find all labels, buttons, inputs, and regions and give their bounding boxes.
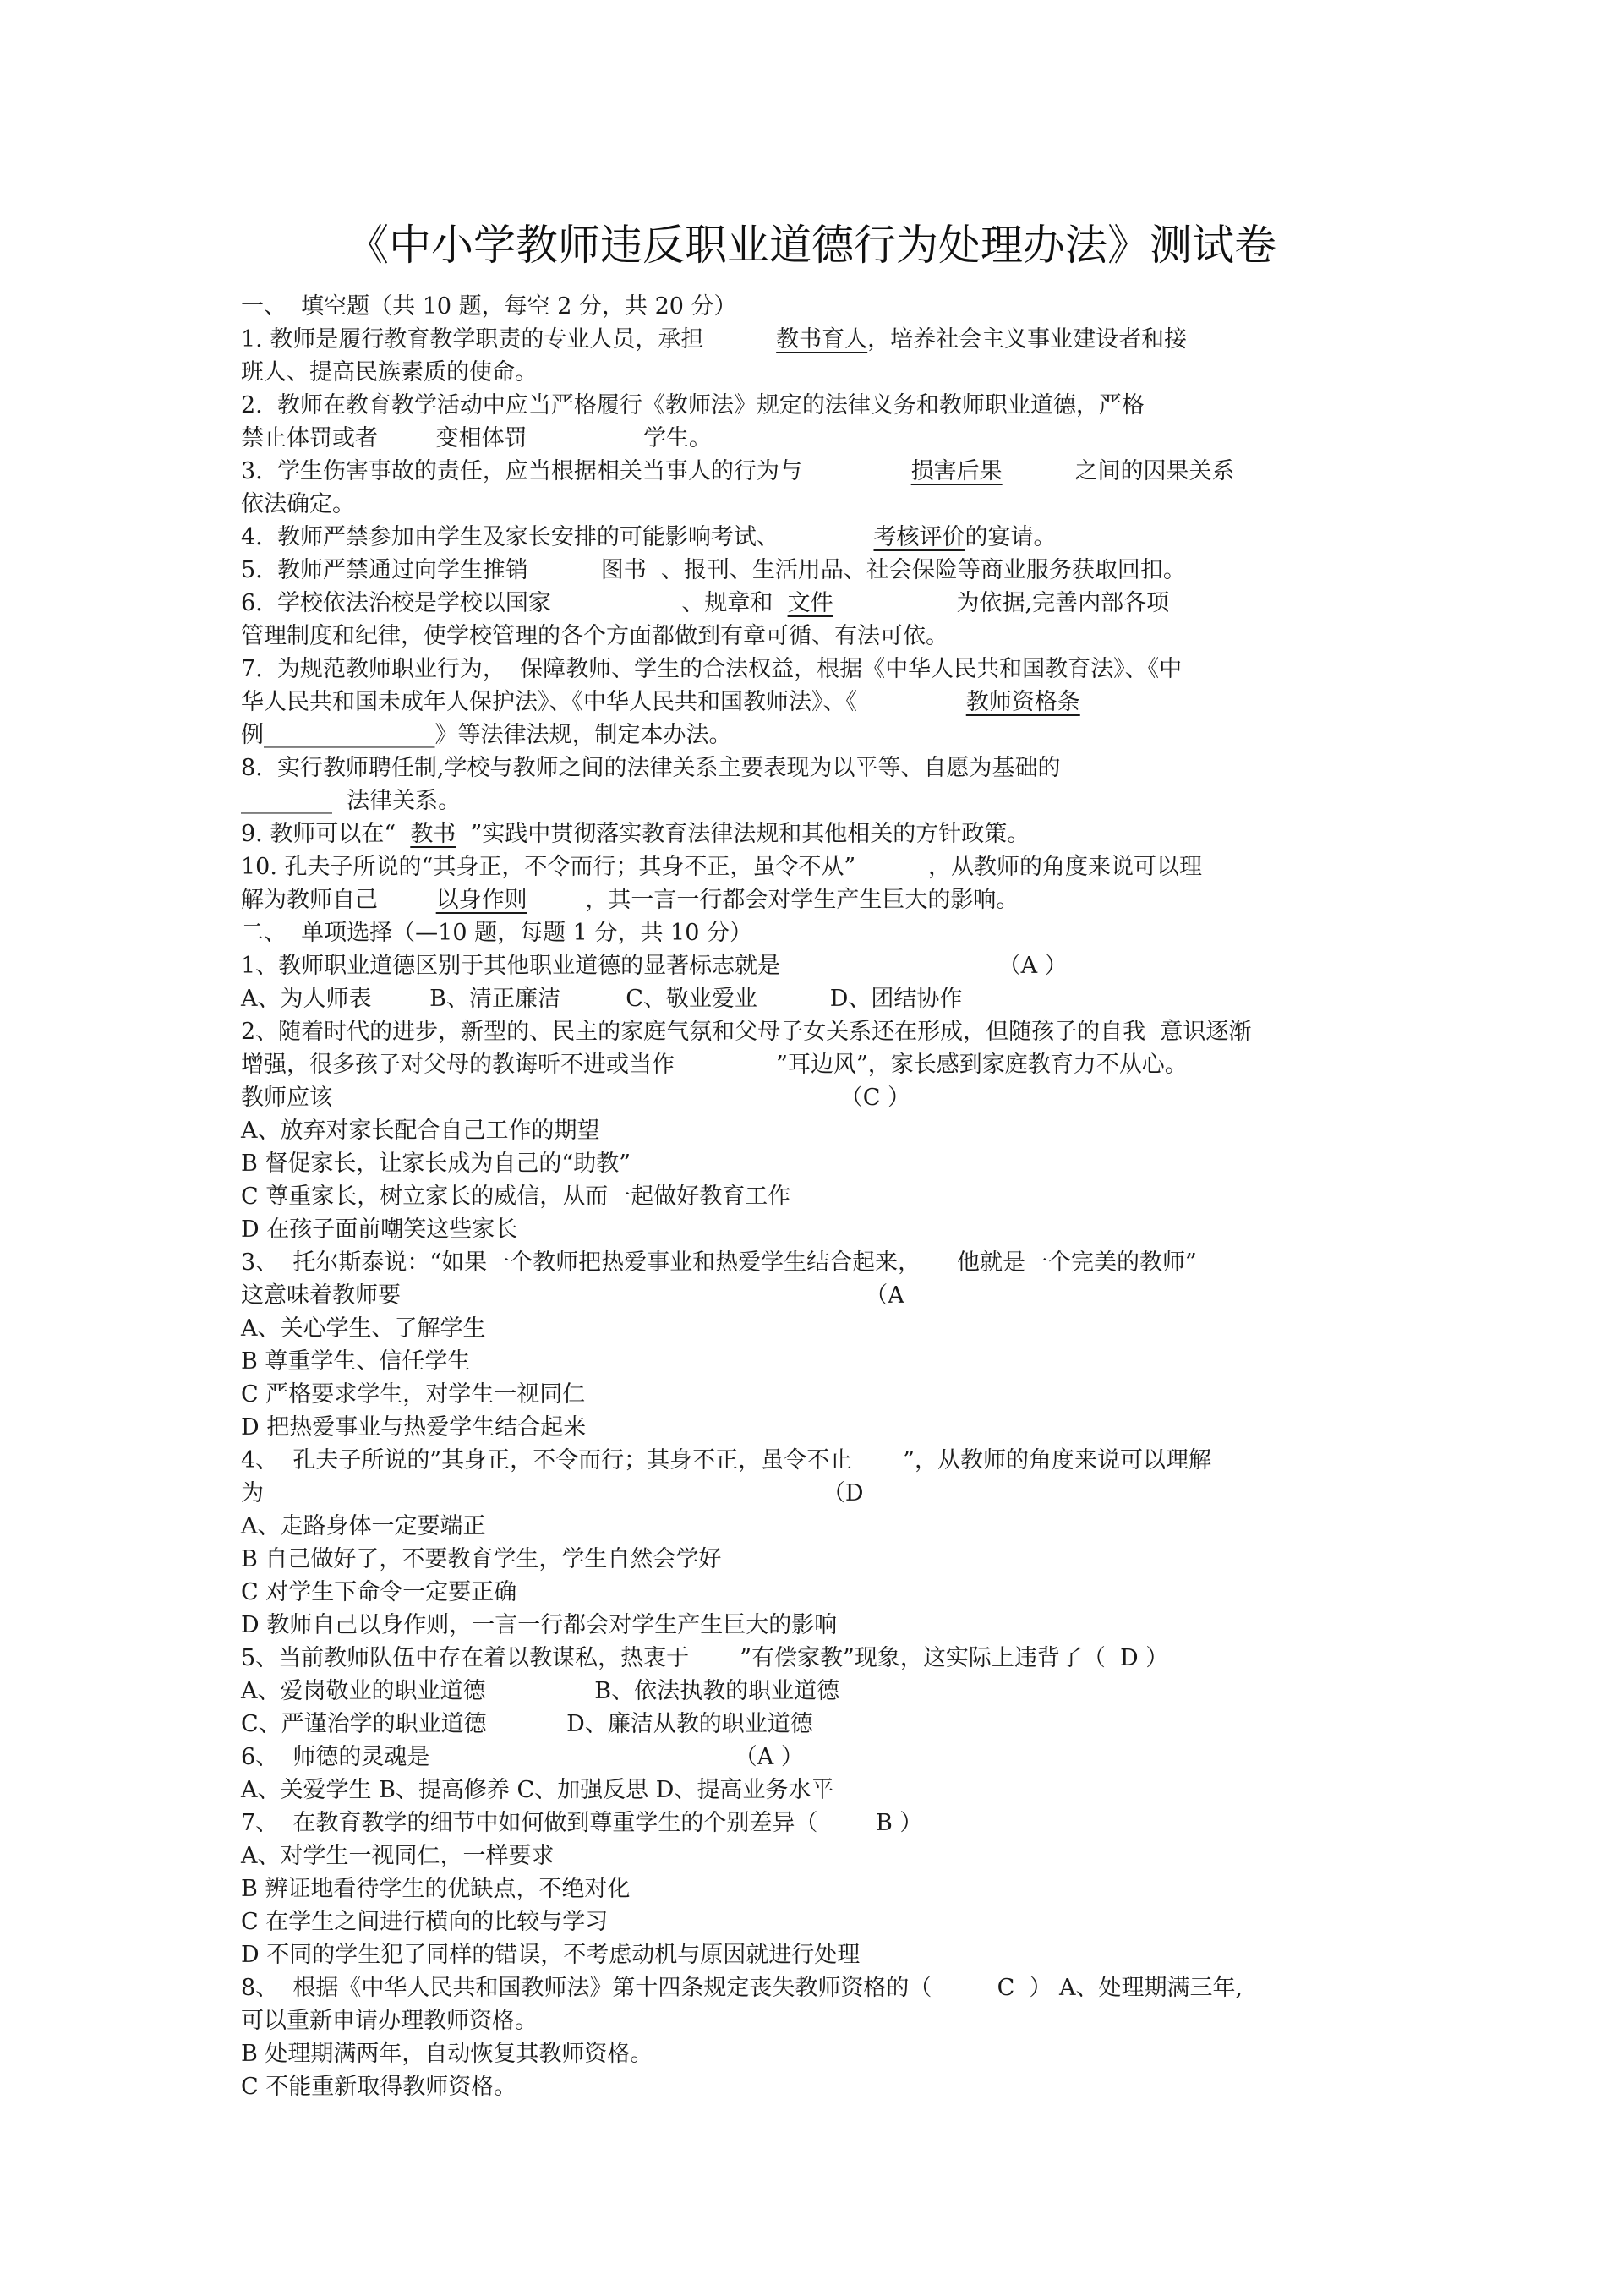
text-segment: 解为教师自己 [241, 887, 436, 913]
text-segment: 班人、提高民族素质的使命。 [241, 359, 538, 385]
text-segment: 增强，很多孩子对父母的教诲听不进或当作 ”耳边风”，家长感到家庭教育力不从心。 [241, 1052, 1188, 1078]
text-line [241, 819, 1030, 850]
text-segment: D 不同的学生犯了同样的错误，不考虑动机与原因就进行处理 [241, 1942, 861, 1968]
text-segment: 为依据,完善内部各项 [833, 590, 1170, 616]
text-segment: C、严谨治学的职业道德 D、廉洁从教的职业道德 [241, 1711, 813, 1737]
text-line [241, 1775, 833, 1806]
text-line [241, 424, 712, 454]
text-segment: C 不能重新取得教师资格。 [241, 2074, 517, 2100]
text-segment: 华人民共和国未成年人保护法》、《中华人民共和国教师法》、《 [241, 689, 966, 715]
text-segment: 8. 实行教师聘任制,学校与教师之间的法律关系主要表现为以平等、自愿为基础的 [241, 755, 1061, 781]
text-segment: B 辨证地看待学生的优缺点，不绝对化 [241, 1876, 631, 1902]
answer-underlined: 考核评价 [873, 524, 965, 550]
text-segment: 2. 教师在教育教学活动中应当严格履行《教师法》规定的法律义务和教师职业道德，严格 [241, 392, 1145, 418]
text-line [241, 1940, 860, 1971]
text-line [241, 1083, 910, 1113]
text-line [241, 720, 732, 751]
text-line [241, 951, 1068, 981]
text-segment: C 尊重家长，树立家长的威信，从而一起做好教育工作 [241, 1184, 791, 1210]
text-line [241, 1182, 790, 1212]
text-line [241, 1446, 1211, 1476]
text-line [241, 588, 1169, 619]
text-line [241, 1050, 1188, 1080]
text-line [241, 753, 1061, 784]
text-line [241, 358, 538, 388]
answer-underlined: 文件 [787, 590, 833, 616]
text-line [241, 1577, 516, 1608]
text-segment: A、走路身体一定要端正 [241, 1513, 486, 1539]
text-segment: 例_______________》等法律法规，制定本办法。 [241, 722, 732, 748]
text-segment: C 在学生之间进行横向的比较与学习 [241, 1909, 609, 1935]
text-line [241, 1512, 486, 1542]
text-segment: A、为人师表 B、清正廉洁 C、敬业爱业 D、团结协作 [241, 986, 963, 1012]
answer-underlined: 以身作则 [435, 887, 527, 913]
text-segment: 3、 托尔斯泰说：“如果一个教师把热爱事业和热爱学生结合起来， 他就是一个完美的教师” [241, 1249, 1197, 1276]
text-segment: 一、 填空题（共 10 题，每空 2 分，共 20 分） [241, 293, 737, 320]
text-line [241, 786, 461, 817]
text-segment: 2、随着时代的进步，新型的、民主的家庭气氛和父母子女关系还在形成，但随孩子的自我 意识逐渐 [241, 1019, 1252, 1045]
text-segment: 这意味着教师要 （A [241, 1282, 904, 1309]
text-segment: C 对学生下命令一定要正确 [241, 1579, 517, 1605]
text-segment: 二、 单项选择（—10 题，每题 1 分，共 10 分） [241, 920, 752, 946]
text-line [241, 2072, 516, 2102]
text-segment: B 尊重学生、信任学生 [241, 1348, 471, 1375]
answer-underlined: 教师资格条 [965, 689, 1080, 715]
text-line [241, 1973, 1243, 2004]
text-line [241, 555, 1186, 586]
text-line [241, 852, 1202, 883]
text-line [241, 1215, 517, 1245]
text-line [241, 2006, 538, 2036]
text-line [241, 1347, 470, 1377]
text-segment: 7、 在教育教学的细节中如何做到尊重学生的个别差异（ B ） [241, 1810, 923, 1836]
text-line [241, 1017, 1251, 1047]
text-line [241, 1116, 600, 1146]
answer-underlined: 教书育人 [776, 326, 868, 353]
text-segment: ________ 法律关系。 [241, 788, 462, 814]
text-segment: 之间的因果关系 [1002, 458, 1235, 484]
text-segment: 6. 学校依法治校是学校以国家 、规章和 [241, 590, 788, 616]
text-segment: 的宴请。 [965, 524, 1057, 550]
text-line [241, 1709, 813, 1740]
text-line [241, 885, 1019, 916]
text-line [241, 522, 1057, 553]
text-line [241, 984, 962, 1014]
text-line [241, 1610, 837, 1641]
text-segment: 禁止体罚或者 变相体罚 学生。 [241, 425, 712, 451]
text-segment: 9. 教师可以在“ [241, 821, 411, 847]
text-segment: 5、当前教师队伍中存在着以教谋私，热衷于 ”有偿家教”现象，这实际上违背了（ D ） [241, 1645, 1169, 1671]
answer-underlined: 教书 [410, 821, 456, 847]
text-segment: A、放弃对家长配合自己工作的期望 [241, 1118, 600, 1144]
text-line [241, 1874, 630, 1905]
text-line [241, 456, 1235, 487]
text-segment: B 督促家长，让家长成为自己的“助教” [241, 1151, 631, 1177]
text-line [241, 292, 737, 322]
text-segment: D 教师自己以身作则，一言一行都会对学生产生巨大的影响 [241, 1612, 838, 1638]
text-segment: 5. 教师严禁通过向学生推销 图书 、报刊、生活用品、社会保险等商业服务获取回扣。 [241, 557, 1186, 583]
text-segment: ，培养社会主义事业建设者和接 [867, 326, 1188, 353]
text-segment: 4、 孔夫子所说的”其身正，不令而行；其身不正，虽令不止 ”，从教师的角度来说可以理解 [241, 1447, 1212, 1473]
text-line [241, 325, 1187, 355]
text-line [241, 1281, 904, 1311]
text-line [241, 1676, 839, 1707]
text-segment: A、对学生一视同仁，一样要求 [241, 1843, 555, 1869]
text-line [241, 1314, 486, 1344]
text-segment: 依法确定。 [241, 491, 355, 517]
text-segment: 为 （D [241, 1480, 864, 1506]
text-line [241, 1841, 555, 1872]
text-segment: B 自己做好了，不要教育学生，学生自然会学好 [241, 1546, 722, 1572]
text-segment: B 处理期满两年，自动恢复其教师资格。 [241, 2041, 653, 2067]
text-segment: 4. 教师严禁参加由学生及家长安排的可能影响考试、 [241, 524, 874, 550]
text-line [241, 1907, 608, 1938]
text-segment: ，其一言一行都会对学生产生巨大的影响。 [527, 887, 1019, 913]
text-segment: 1、教师职业道德区别于其他职业道德的显著标志就是 （A ） [241, 953, 1068, 979]
text-line [241, 489, 355, 520]
text-segment: ”实践中贯彻落实教育法律法规和其他相关的方针政策。 [456, 821, 1030, 847]
text-line [241, 1248, 1197, 1278]
text-line [241, 1742, 804, 1773]
text-segment: 6、 师德的灵魂是 （A ） [241, 1744, 804, 1770]
text-line [241, 1149, 631, 1179]
text-line [241, 1413, 586, 1443]
text-segment: 管理制度和纪律，使学校管理的各个方面都做到有章可循、有法可依。 [241, 623, 948, 649]
text-line [241, 1479, 864, 1509]
text-line [241, 1808, 922, 1839]
text-segment: 10. 孔夫子所说的“其身正，不令而行；其身不正，虽令不从” ，从教师的角度来说可以理 [241, 854, 1202, 880]
text-line [241, 1380, 585, 1410]
text-segment: 可以重新申请办理教师资格。 [241, 2008, 538, 2034]
text-line [241, 687, 1080, 718]
text-segment: 7. 为规范教师职业行为， 保障教师、学生的合法权益，根据《中华人民共和国教育法》、《中 [241, 656, 1183, 682]
text-line [241, 621, 948, 652]
text-segment: A、爱岗敬业的职业道德 B、依法执教的职业道德 [241, 1678, 840, 1704]
answer-underlined: 损害后果 [910, 458, 1003, 484]
text-segment: 教师应该 （C ） [241, 1085, 911, 1111]
text-segment: D 在孩子面前嘲笑这些家长 [241, 1216, 518, 1243]
text-segment: A、关爱学生 B、提高修养 C、加强反思 D、提高业务水平 [241, 1777, 834, 1803]
text-segment: C 严格要求学生，对学生一视同仁 [241, 1381, 586, 1408]
page-title: 《中小学教师违反职业道德行为处理办法》测试卷 [347, 221, 1276, 270]
text-line [241, 2039, 653, 2069]
text-segment: 1. 教师是履行教育教学职责的专业人员，承担 [241, 326, 777, 353]
text-line [241, 391, 1145, 421]
text-line [241, 918, 752, 948]
text-segment: A、关心学生、了解学生 [241, 1315, 486, 1342]
text-line [241, 1544, 721, 1575]
text-line [241, 1643, 1168, 1674]
text-segment: 3. 学生伤害事故的责任，应当根据相关当事人的行为与 [241, 458, 911, 484]
text-segment: 8、 根据《中华人民共和国教师法》第十四条规定丧失教师资格的（ C ） A、处理期满三年, [241, 1975, 1243, 2001]
text-segment: D 把热爱事业与热爱学生结合起来 [241, 1414, 587, 1440]
text-line [241, 654, 1182, 685]
